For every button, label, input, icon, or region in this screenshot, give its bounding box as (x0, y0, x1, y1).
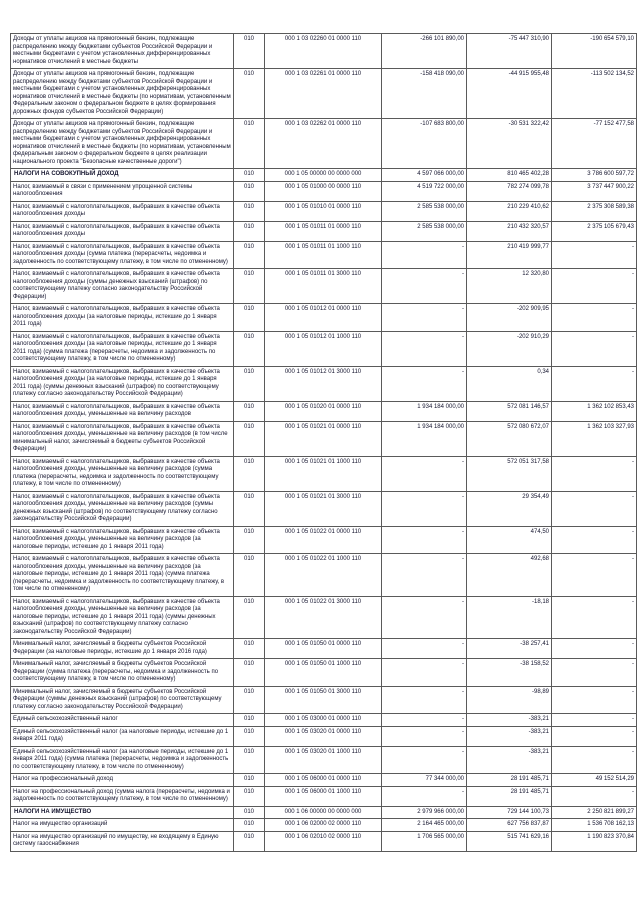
row-approved-amount: 1 706 565 000,00 (382, 831, 467, 851)
row-indicator-name: Доходы от уплаты акцизов на прямогонный бензин, подлежащие распределению между бюджетами субъектов Российской Федерации и местными бюджетами с учетом установленных дифференцированных нормативов отчислений в местные бюджеты (по нормативам, установленным Федеральным законом о федеральном бюджете в целях формирования дорожных фондов субъектов Российской Федерации) (11, 69, 234, 119)
row-unexecuted-amount: - (552, 456, 637, 491)
row-indicator-name: Налог, взимаемый с налогоплательщиков, выбравших в качестве объекта налогообложения доходы, уменьшенные на величину расходов (сумма платежа (перерасчеты, недоимка и задолженность по соответствующему платежу, в том числе по отмененному) (11, 456, 234, 491)
row-executed-amount: -202 909,95 (467, 304, 552, 332)
row-executed-amount: 210 432 320,57 (467, 221, 552, 241)
row-line-code: 010 (234, 401, 265, 421)
row-budget-classification-code: 000 1 05 01050 01 1000 110 (265, 659, 382, 687)
row-indicator-name: Налог, взимаемый с налогоплательщиков, выбравших в качестве объекта налогообложения доходы, уменьшенные на величину расходов (за налоговые периоды, истекшие до 1 января 2011 года) (суммы денежных взысканий (штрафов) по соответствующему платежу согласно законодательству Российской Федерации) (11, 596, 234, 639)
row-budget-classification-code: 000 1 05 01021 01 3000 110 (265, 491, 382, 526)
row-line-code: 010 (234, 714, 265, 727)
table-row (11, 819, 637, 832)
row-budget-classification-code: 000 1 03 02261 01 0000 110 (265, 69, 382, 119)
row-line-code: 010 (234, 169, 265, 182)
row-approved-amount: 77 344 000,00 (382, 774, 467, 787)
row-executed-amount: 12 320,80 (467, 269, 552, 304)
row-executed-amount: 210 229 410,62 (467, 201, 552, 221)
row-approved-amount: - (382, 659, 467, 687)
row-unexecuted-amount: 2 375 308 589,38 (552, 201, 637, 221)
row-indicator-name: Налог, взимаемый с налогоплательщиков, выбравших в качестве объекта налогообложения доходы (сумма платежа (перерасчеты, недоимка и задолженность по соответствующему платежу, в том числе по отмененному) (11, 241, 234, 269)
row-approved-amount: - (382, 241, 467, 269)
row-unexecuted-amount: 1 362 103 327,93 (552, 421, 637, 456)
table-row (11, 554, 637, 597)
table-row (11, 746, 637, 774)
row-executed-amount: 515 741 629,16 (467, 831, 552, 851)
row-approved-amount: - (382, 269, 467, 304)
row-approved-amount: - (382, 366, 467, 401)
row-approved-amount: -158 418 090,00 (382, 69, 467, 119)
row-executed-amount: -98,89 (467, 686, 552, 714)
row-budget-classification-code: 000 1 05 01012 01 3000 110 (265, 366, 382, 401)
row-executed-amount: -202 910,29 (467, 331, 552, 366)
row-approved-amount: 2 585 538 000,00 (382, 221, 467, 241)
row-unexecuted-amount: - (552, 686, 637, 714)
row-unexecuted-amount: - (552, 659, 637, 687)
row-approved-amount: - (382, 456, 467, 491)
row-indicator-name: Доходы от уплаты акцизов на прямогонный бензин, подлежащие распределению между бюджетами субъектов Российской Федерации и местными бюджетами с учетом установленных дифференцированных нормативов отчислений в местные бюджеты (11, 34, 234, 69)
table-row (11, 686, 637, 714)
table-row (11, 421, 637, 456)
row-executed-amount: 28 191 485,71 (467, 786, 552, 806)
row-approved-amount: - (382, 554, 467, 597)
row-budget-classification-code: 000 1 05 01000 00 0000 110 (265, 181, 382, 201)
row-unexecuted-amount: 3 786 600 597,72 (552, 169, 637, 182)
row-unexecuted-amount: - (552, 304, 637, 332)
row-executed-amount: -38 257,41 (467, 639, 552, 659)
row-budget-classification-code: 000 1 05 01050 01 0000 110 (265, 639, 382, 659)
table-row (11, 774, 637, 787)
row-executed-amount: -383,21 (467, 746, 552, 774)
row-indicator-name: Налог на профессиональный доход (11, 774, 234, 787)
row-line-code: 010 (234, 366, 265, 401)
row-indicator-name: Налог, взимаемый с налогоплательщиков, выбравших в качестве объекта налогообложения доходы, уменьшенные на величину расходов (в том числе минимальный налог, зачисляемый в бюджеты субъектов Российской Федерации) (11, 421, 234, 456)
row-line-code: 010 (234, 526, 265, 554)
row-approved-amount: - (382, 491, 467, 526)
row-budget-classification-code: 000 1 03 02262 01 0000 110 (265, 119, 382, 169)
row-executed-amount: -18,18 (467, 596, 552, 639)
row-indicator-name: Налог, взимаемый в связи с применением упрощенной системы налогообложения (11, 181, 234, 201)
row-budget-classification-code: 000 1 05 03020 01 0000 110 (265, 726, 382, 746)
row-budget-classification-code: 000 1 05 01021 01 1000 110 (265, 456, 382, 491)
table-row (11, 304, 637, 332)
row-line-code: 010 (234, 221, 265, 241)
row-unexecuted-amount: - (552, 554, 637, 597)
row-indicator-name: Налог, взимаемый с налогоплательщиков, выбравших в качестве объекта налогообложения доходы (за налоговые периоды, истекшие до 1 января 2011 года) (сумма платежа (перерасчеты, недоимка и задолженность по соответствующему платежу, в том числе по отмененному) (11, 331, 234, 366)
row-unexecuted-amount: - (552, 241, 637, 269)
row-indicator-name: Налог, взимаемый с налогоплательщиков, выбравших в качестве объекта налогообложения доходы, уменьшенные на величину расходов (11, 401, 234, 421)
row-budget-classification-code: 000 1 03 02260 01 0000 110 (265, 34, 382, 69)
row-unexecuted-amount: 1 362 102 853,43 (552, 401, 637, 421)
table-row (11, 526, 637, 554)
row-approved-amount: - (382, 686, 467, 714)
row-indicator-name: Минимальный налог, зачисляемый в бюджеты субъектов Российской Федерации (суммы денежных взысканий (штрафов) по соответствующему платежу согласно законодательству Российской Федерации) (11, 686, 234, 714)
row-budget-classification-code: 000 1 05 03020 01 1000 110 (265, 746, 382, 774)
table-row (11, 69, 637, 119)
row-budget-classification-code: 000 1 05 01022 01 0000 110 (265, 526, 382, 554)
table-row (11, 786, 637, 806)
row-unexecuted-amount: 3 737 447 900,22 (552, 181, 637, 201)
row-approved-amount: 4 597 066 000,00 (382, 169, 467, 182)
table-row (11, 831, 637, 851)
row-line-code: 010 (234, 746, 265, 774)
row-unexecuted-amount: 1 190 823 370,84 (552, 831, 637, 851)
row-unexecuted-amount: - (552, 714, 637, 727)
row-approved-amount: - (382, 746, 467, 774)
row-line-code: 010 (234, 69, 265, 119)
table-row (11, 34, 637, 69)
row-line-code: 010 (234, 554, 265, 597)
row-executed-amount: 627 756 837,87 (467, 819, 552, 832)
row-unexecuted-amount: - (552, 526, 637, 554)
row-line-code: 010 (234, 491, 265, 526)
row-approved-amount: - (382, 726, 467, 746)
row-line-code: 010 (234, 639, 265, 659)
row-line-code: 010 (234, 774, 265, 787)
row-line-code: 010 (234, 456, 265, 491)
row-budget-classification-code: 000 1 05 01011 01 0000 110 (265, 221, 382, 241)
row-indicator-name: Налог, взимаемый с налогоплательщиков, выбравших в качестве объекта налогообложения доходы, уменьшенные на величину расходов (суммы денежных взысканий (штрафов) по соответствующему платежу согласно законодательству Российской Федерации) (11, 491, 234, 526)
row-approved-amount: - (382, 714, 467, 727)
row-indicator-name: Единый сельскохозяйственный налог (за налоговые периоды, истекшие до 1 января 2011 года) (11, 726, 234, 746)
row-indicator-name: НАЛОГИ НА ИМУЩЕСТВО (11, 806, 234, 819)
table-row (11, 659, 637, 687)
row-executed-amount: -383,21 (467, 714, 552, 727)
row-indicator-name: Налог, взимаемый с налогоплательщиков, выбравших в качестве объекта налогообложения доходы (11, 201, 234, 221)
row-budget-classification-code: 000 1 05 01022 01 1000 110 (265, 554, 382, 597)
table-row (11, 169, 637, 182)
row-executed-amount: 474,50 (467, 526, 552, 554)
budget-table-body (11, 34, 637, 852)
row-executed-amount: -75 447 310,90 (467, 34, 552, 69)
row-indicator-name: Единый сельскохозяйственный налог (11, 714, 234, 727)
row-line-code: 010 (234, 269, 265, 304)
table-row (11, 456, 637, 491)
row-line-code: 010 (234, 421, 265, 456)
row-budget-classification-code: 000 1 05 01021 01 0000 110 (265, 421, 382, 456)
row-unexecuted-amount: - (552, 786, 637, 806)
row-approved-amount: -107 683 800,00 (382, 119, 467, 169)
row-line-code: 010 (234, 806, 265, 819)
row-executed-amount: -38 158,52 (467, 659, 552, 687)
table-row (11, 331, 637, 366)
row-executed-amount: 572 051 317,58 (467, 456, 552, 491)
table-row (11, 119, 637, 169)
row-budget-classification-code: 000 1 05 01050 01 3000 110 (265, 686, 382, 714)
row-line-code: 010 (234, 34, 265, 69)
row-budget-classification-code: 000 1 05 01022 01 3000 110 (265, 596, 382, 639)
row-line-code: 010 (234, 304, 265, 332)
row-executed-amount: -30 531 322,42 (467, 119, 552, 169)
row-budget-classification-code: 000 1 05 01020 01 0000 110 (265, 401, 382, 421)
row-indicator-name: НАЛОГИ НА СОВОКУПНЫЙ ДОХОД (11, 169, 234, 182)
row-executed-amount: 210 419 999,77 (467, 241, 552, 269)
row-line-code: 010 (234, 181, 265, 201)
row-indicator-name: Налог, взимаемый с налогоплательщиков, выбравших в качестве объекта налогообложения доходы (за налоговые периоды, истекшие до 1 января 2011 года) (суммы денежных взысканий (штрафов) по соответствующему платежу согласно законодательству Российской Федерации) (11, 366, 234, 401)
row-indicator-name: Налог, взимаемый с налогоплательщиков, выбравших в качестве объекта налогообложения доходы (11, 221, 234, 241)
row-indicator-name: Минимальный налог, зачисляемый в бюджеты субъектов Российской Федерации (сумма платежа (перерасчеты, недоимка и задолженность по соответствующему платежу, в том числе по отмененному) (11, 659, 234, 687)
row-unexecuted-amount: -190 654 579,10 (552, 34, 637, 69)
row-unexecuted-amount: -77 152 477,58 (552, 119, 637, 169)
row-approved-amount: - (382, 331, 467, 366)
row-line-code: 010 (234, 201, 265, 221)
row-approved-amount: - (382, 786, 467, 806)
row-line-code: 010 (234, 659, 265, 687)
row-approved-amount: - (382, 304, 467, 332)
row-approved-amount: 2 585 538 000,00 (382, 201, 467, 221)
row-budget-classification-code: 000 1 05 01012 01 0000 110 (265, 304, 382, 332)
table-row (11, 181, 637, 201)
table-row (11, 596, 637, 639)
row-line-code: 010 (234, 726, 265, 746)
row-budget-classification-code: 000 1 05 01012 01 1000 110 (265, 331, 382, 366)
table-row (11, 221, 637, 241)
row-executed-amount: -383,21 (467, 726, 552, 746)
row-budget-classification-code: 000 1 05 06000 01 1000 110 (265, 786, 382, 806)
row-line-code: 010 (234, 596, 265, 639)
row-executed-amount: 572 081 146,57 (467, 401, 552, 421)
budget-execution-table (10, 33, 637, 852)
row-budget-classification-code: 000 1 05 00000 00 0000 000 (265, 169, 382, 182)
row-indicator-name: Доходы от уплаты акцизов на прямогонный бензин, подлежащие распределению между бюджетами субъектов Российской Федерации и местными бюджетами с учетом установленных дифференцированных нормативов отчислений в местные бюджеты (по нормативам, установленным федеральным законом о федеральном бюджете в целях реализации национального проекта "Безопасные качественные дороги") (11, 119, 234, 169)
table-row (11, 241, 637, 269)
table-row (11, 714, 637, 727)
row-line-code: 010 (234, 241, 265, 269)
row-approved-amount: - (382, 526, 467, 554)
row-unexecuted-amount: 2 250 821 899,27 (552, 806, 637, 819)
row-indicator-name: Налог на профессиональный доход (сумма налога (перерасчеты, недоимка и задолженность по соответствующему платежу, в том числе по отмененному) (11, 786, 234, 806)
row-unexecuted-amount: -113 502 134,52 (552, 69, 637, 119)
row-line-code: 010 (234, 119, 265, 169)
row-indicator-name: Единый сельскохозяйственный налог (за налоговые периоды, истекшие до 1 января 2011 года) (сумма платежа (перерасчеты, недоимка и задолженность по соответствующему платежу, в том числе по отмененному) (11, 746, 234, 774)
row-executed-amount: 810 465 402,28 (467, 169, 552, 182)
row-approved-amount: 2 164 465 000,00 (382, 819, 467, 832)
row-unexecuted-amount: 1 536 708 162,13 (552, 819, 637, 832)
row-executed-amount: 492,68 (467, 554, 552, 597)
row-executed-amount: 729 144 100,73 (467, 806, 552, 819)
row-unexecuted-amount: - (552, 596, 637, 639)
table-row (11, 491, 637, 526)
row-indicator-name: Налог, взимаемый с налогоплательщиков, выбравших в качестве объекта налогообложения доходы, уменьшенные на величину расходов (за налоговые периоды, истекшие до 1 января 2011 года) (11, 526, 234, 554)
row-unexecuted-amount: 49 152 514,29 (552, 774, 637, 787)
row-indicator-name: Налог на имущество организаций по имуществу, не входящему в Единую систему газоснабжения (11, 831, 234, 851)
row-unexecuted-amount: - (552, 331, 637, 366)
table-row (11, 201, 637, 221)
table-row (11, 806, 637, 819)
row-budget-classification-code: 000 1 05 01011 01 1000 110 (265, 241, 382, 269)
row-indicator-name: Минимальный налог, зачисляемый в бюджеты субъектов Российской Федерации (за налоговые периоды, истекшие до 1 января 2016 года) (11, 639, 234, 659)
row-indicator-name: Налог, взимаемый с налогоплательщиков, выбравших в качестве объекта налогообложения доходы, уменьшенные на величину расходов (за налоговые периоды, истекшие до 1 января 2011 года) (сумма платежа (перерасчеты, недоимка и задолженность по соответствующему платежу, в том числе по отмененному) (11, 554, 234, 597)
row-unexecuted-amount: - (552, 726, 637, 746)
row-approved-amount: - (382, 639, 467, 659)
row-approved-amount: 1 934 184 000,00 (382, 401, 467, 421)
row-budget-classification-code: 000 1 05 06000 01 0000 110 (265, 774, 382, 787)
row-line-code: 010 (234, 831, 265, 851)
row-line-code: 010 (234, 819, 265, 832)
table-row (11, 726, 637, 746)
table-row (11, 401, 637, 421)
row-line-code: 010 (234, 686, 265, 714)
row-budget-classification-code: 000 1 06 02000 02 0000 110 (265, 819, 382, 832)
row-executed-amount: 0,34 (467, 366, 552, 401)
row-indicator-name: Налог, взимаемый с налогоплательщиков, выбравших в качестве объекта налогообложения доходы (суммы денежных взысканий (штрафов) по соответствующему платежу согласно законодательству Российской Федерации) (11, 269, 234, 304)
row-budget-classification-code: 000 1 05 03000 01 0000 110 (265, 714, 382, 727)
table-row (11, 269, 637, 304)
row-approved-amount: - (382, 596, 467, 639)
row-approved-amount: 2 979 966 000,00 (382, 806, 467, 819)
row-executed-amount: 782 274 099,78 (467, 181, 552, 201)
row-executed-amount: 572 080 672,07 (467, 421, 552, 456)
row-executed-amount: -44 915 955,48 (467, 69, 552, 119)
row-unexecuted-amount: - (552, 746, 637, 774)
row-unexecuted-amount: - (552, 491, 637, 526)
row-line-code: 010 (234, 786, 265, 806)
row-unexecuted-amount: 2 375 105 679,43 (552, 221, 637, 241)
row-budget-classification-code: 000 1 05 01011 01 3000 110 (265, 269, 382, 304)
row-line-code: 010 (234, 331, 265, 366)
row-approved-amount: 1 934 184 000,00 (382, 421, 467, 456)
table-row (11, 639, 637, 659)
row-unexecuted-amount: - (552, 366, 637, 401)
row-indicator-name: Налог, взимаемый с налогоплательщиков, выбравших в качестве объекта налогообложения доходы (за налоговые периоды, истекшие до 1 января 2011 года) (11, 304, 234, 332)
row-budget-classification-code: 000 1 06 00000 00 0000 000 (265, 806, 382, 819)
row-approved-amount: 4 519 722 000,00 (382, 181, 467, 201)
row-budget-classification-code: 000 1 06 02010 02 0000 110 (265, 831, 382, 851)
table-row (11, 366, 637, 401)
row-indicator-name: Налог на имущество организаций (11, 819, 234, 832)
row-budget-classification-code: 000 1 05 01010 01 0000 110 (265, 201, 382, 221)
row-approved-amount: -266 101 890,00 (382, 34, 467, 69)
row-unexecuted-amount: - (552, 269, 637, 304)
row-executed-amount: 28 191 485,71 (467, 774, 552, 787)
row-executed-amount: 29 354,49 (467, 491, 552, 526)
row-unexecuted-amount: - (552, 639, 637, 659)
